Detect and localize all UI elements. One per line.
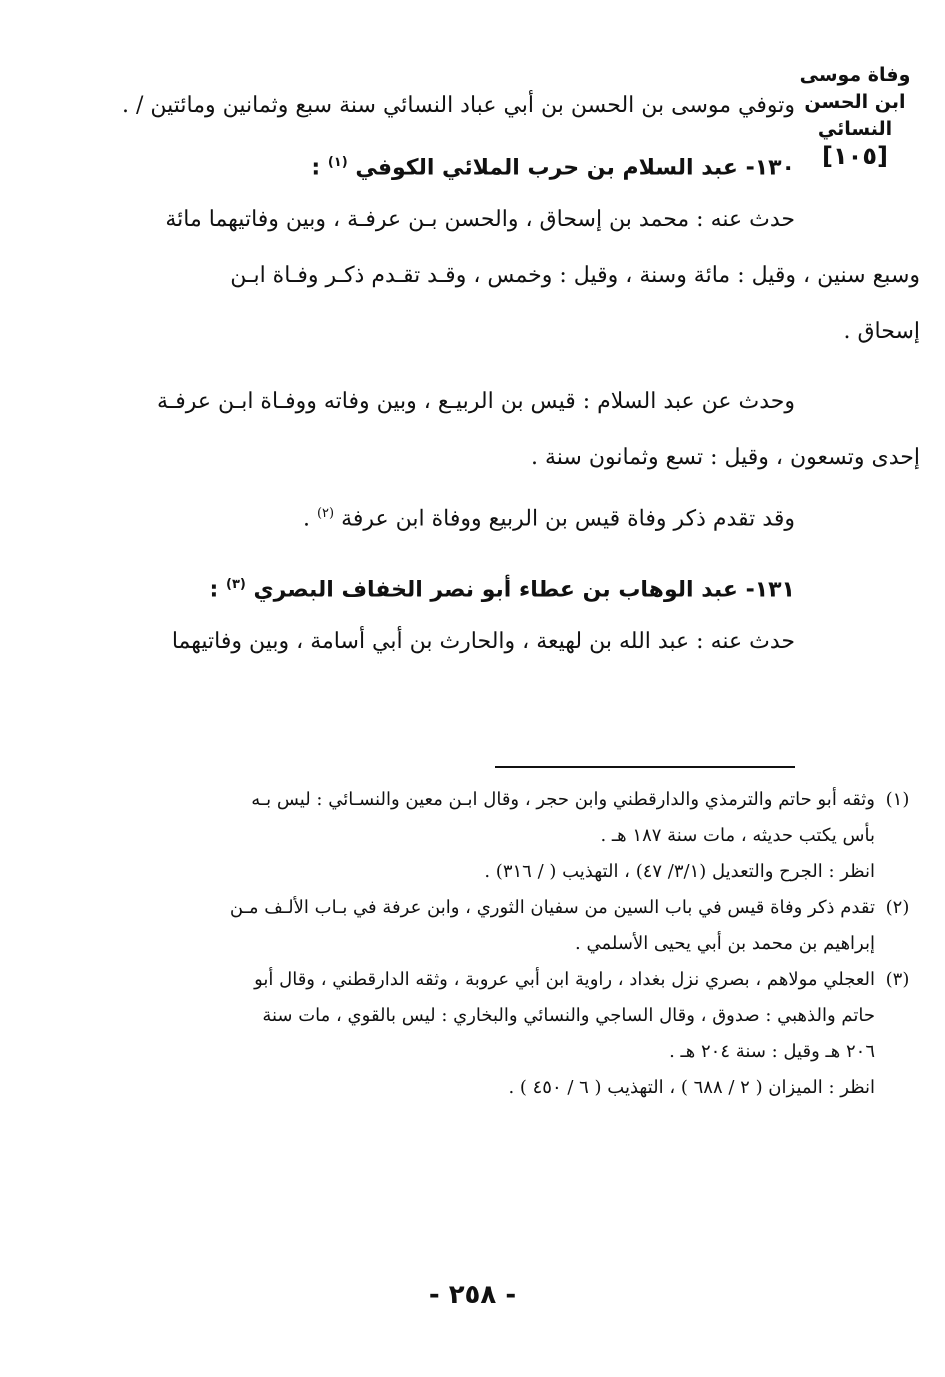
footnote-3-line3: ٢٠٦ هـ وقيل : سنة ٢٠٤ هـ . — [669, 1041, 875, 1062]
entry-130-p2-line1: وحدث عن عبد السلام : قيس بن الربيـع ، وبين وفاته ووفـاة ابـن عرفـة — [156, 389, 795, 414]
entry-130-heading — [25, 134, 795, 192]
margin-note-line1: وفاة موسى — [799, 64, 911, 86]
margin-note-line3: النسائي — [817, 118, 893, 140]
footnote-3 — [25, 962, 910, 1106]
footnote-1-line1: وثقه أبو حاتم والترمذي والدارقطني وابن حجر ، وقال ابـن معين والنسـائي : ليس بـه — [251, 789, 875, 810]
page-number: - ٢٥٨ - — [428, 1280, 517, 1310]
entry-130-p2-line2: إحدى وتسعون ، وقيل : تسع وثمانون سنة . — [530, 445, 920, 470]
margin-note — [795, 62, 915, 170]
footnote-1-line2: بأس يكتب حديثه ، مات سنة ١٨٧ هـ . — [600, 825, 875, 846]
entry-130-p3-text: وقد تقدم ذكر وفاة قيس بن الربيع ووفاة ابن عرفة — [341, 506, 795, 532]
footnotes — [25, 782, 910, 1106]
entry-131-title: ١٣١- عبد الوهاب بن عطاء أبو نصر الخفاف البصري — [253, 577, 795, 603]
footnote-1-number: (١) — [885, 789, 910, 810]
entry-130-p3-end: . — [302, 506, 310, 532]
footnote-3-number: (٣) — [885, 969, 910, 990]
footnote-marker-3: (٣) — [225, 577, 246, 592]
footnote-1-line3: انظر : الجرح والتعديل (٣/١/ ٤٧) ، التهذيب ( / ٣١٦) . — [484, 861, 875, 882]
footnote-marker-2: (٢) — [316, 506, 335, 521]
entry-130-p1-line1: حدث عنه : محمد بن إسحاق ، والحسن بـن عرفـة ، وبين وفاتيهما مائة — [165, 207, 795, 232]
entry-131-colon: : — [209, 577, 219, 603]
footnote-2-number: (٢) — [885, 897, 910, 918]
intro-line: وتوفي موسى بن الحسن بن أبي عباد النسائي سنة سبع وثمانين ومائتين / . — [122, 93, 795, 118]
footnote-separator — [495, 766, 795, 768]
entry-130-p1-line3: إسحاق . — [843, 319, 920, 344]
footnote-marker-1: (١) — [327, 155, 348, 170]
entry-130-p1-line2: وسبع سنين ، وقيل : مائة وسنة ، وقيل : وخمس ، وقـد تقـدم ذكـر وفـاة ابـن — [230, 263, 920, 288]
entry-130-p3 — [25, 486, 795, 542]
footnote-3-line1: العجلي مولاهم ، بصري نزل بغداد ، راوية ابن أبي عروبة ، وثقه الدارقطني ، وقال أبو — [254, 969, 875, 990]
margin-note-line2: ابن الحسن — [804, 91, 906, 113]
footnote-2-line2: إبراهيم بن محمد بن أبي يحيى الأسلمي . — [575, 933, 875, 954]
footnote-3-line2: حاتم والذهبي : صدوق ، وقال الساجي والنسائي والبخاري : ليس بالقوي ، مات سنة — [262, 1005, 875, 1026]
margin-page-ref: [١٠٥] — [822, 142, 888, 170]
entry-131-p1-line1: حدث عنه : عبد الله بن لهيعة ، والحارث بن أبي أسامة ، وبين وفاتيهما — [171, 629, 795, 654]
footnote-3-line4: انظر : الميزان ( ٢ / ٦٨٨ ) ، التهذيب ( ٦ / ٤٥٠ ) . — [508, 1077, 875, 1098]
footnote-1 — [25, 782, 910, 890]
footnote-2 — [25, 890, 910, 962]
entry-130-title: ١٣٠- عبد السلام بن حرب الملائي الكوفي — [355, 155, 795, 181]
footnote-2-line1: تقدم ذكر وفاة قيس في باب السين من سفيان الثوري ، وابن عرفة في بـاب الألـف مـن — [229, 897, 875, 918]
entry-131-heading — [25, 556, 795, 614]
entry-130-colon: : — [311, 155, 321, 181]
